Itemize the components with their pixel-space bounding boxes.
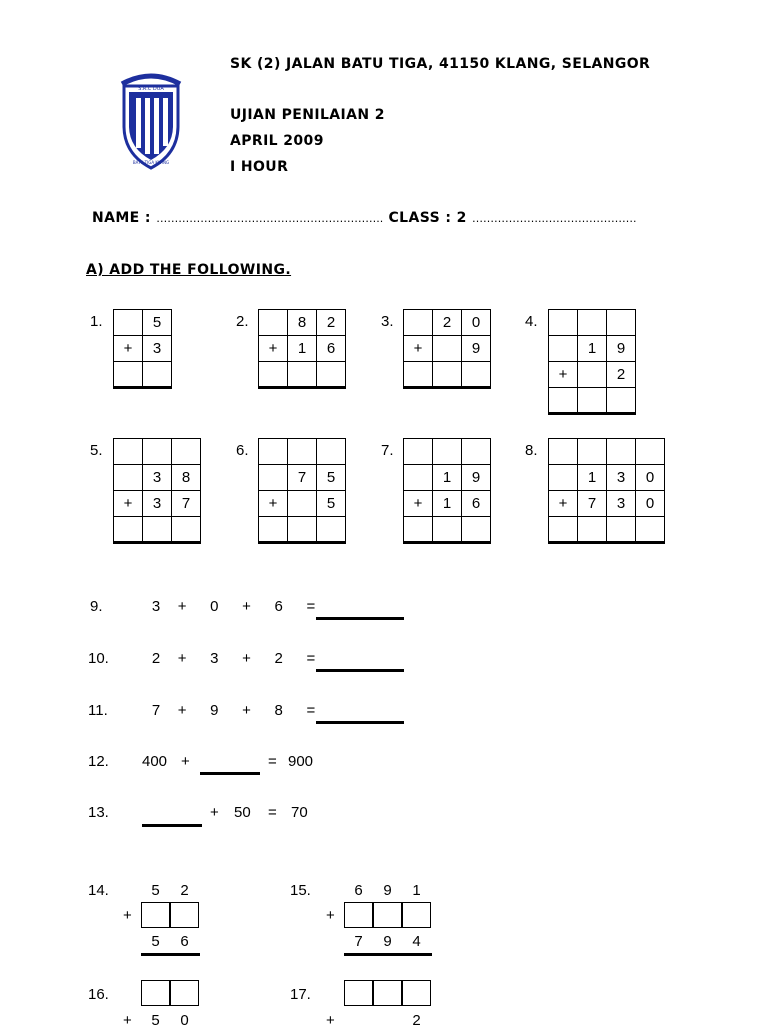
grid-cell: 9	[462, 336, 491, 362]
grid-cell: 7	[578, 491, 607, 517]
question-1-grid	[113, 309, 172, 389]
answer-box[interactable]	[344, 980, 373, 1006]
shield-icon	[120, 64, 182, 170]
q15-bottom-digit: 7	[354, 933, 363, 950]
name-class-row	[92, 210, 637, 226]
grid-cell	[259, 310, 288, 336]
q12-a: 400	[142, 753, 168, 770]
question-number: 11.	[88, 702, 108, 719]
grid-cell: 3	[143, 336, 172, 362]
grid-cell	[549, 465, 578, 491]
answer-cell[interactable]	[607, 388, 636, 414]
answer-cell[interactable]	[607, 517, 636, 543]
grid-cell: +	[404, 336, 433, 362]
question-8-grid	[548, 438, 665, 544]
answer-cell[interactable]	[114, 362, 143, 388]
grid-cell	[607, 310, 636, 336]
q14-bottom-digit: 5	[151, 933, 160, 950]
grid-cell	[114, 310, 143, 336]
grid-cell	[317, 439, 346, 465]
grid-cell	[462, 439, 491, 465]
grid-cell: 8	[288, 310, 317, 336]
answer-box[interactable]	[141, 902, 170, 928]
name-field[interactable]: ……………………………………………………..	[156, 212, 384, 225]
grid-cell: +	[114, 491, 143, 517]
grid-cell: 3	[143, 491, 172, 517]
grid-cell: 1	[578, 465, 607, 491]
answer-cell[interactable]	[636, 517, 665, 543]
answer-cell[interactable]	[259, 517, 288, 543]
answer-box[interactable]	[141, 980, 170, 1006]
section-a-title: A) ADD THE FOLLOWING.	[86, 262, 292, 278]
question-3-grid	[403, 309, 491, 389]
grid-cell: 8	[172, 465, 201, 491]
q13-equals: =	[268, 804, 277, 821]
answer-cell[interactable]	[143, 517, 172, 543]
grid-cell	[636, 439, 665, 465]
sum-line	[141, 953, 200, 956]
question-number: 2.	[236, 313, 249, 330]
grid-cell: +	[259, 491, 288, 517]
question-6-grid	[258, 438, 346, 544]
answer-box[interactable]	[170, 980, 199, 1006]
grid-cell: +	[259, 336, 288, 362]
grid-cell: 2	[433, 310, 462, 336]
answer-cell[interactable]	[317, 362, 346, 388]
answer-blank[interactable]	[316, 669, 404, 672]
question-number: 16.	[88, 986, 109, 1003]
answer-cell[interactable]	[549, 388, 578, 414]
question-number: 15.	[290, 882, 311, 899]
grid-cell	[578, 439, 607, 465]
q15-top-digit: 6	[354, 882, 363, 899]
q12-plus: +	[181, 753, 190, 770]
grid-cell	[578, 310, 607, 336]
q15-top-digit: 9	[383, 882, 392, 899]
grid-cell: 3	[607, 465, 636, 491]
grid-cell: 7	[288, 465, 317, 491]
exam-title: UJIAN PENILAIAN 2	[230, 107, 385, 123]
question-2-grid	[258, 309, 346, 389]
grid-cell: 1	[433, 465, 462, 491]
answer-blank[interactable]	[142, 824, 202, 827]
school-crest-logo	[120, 64, 182, 170]
answer-cell[interactable]	[578, 388, 607, 414]
svg-text:BATU TIGA KLANG: BATU TIGA KLANG	[132, 160, 170, 165]
q14-bottom-digit: 6	[180, 933, 189, 950]
grid-cell: 0	[462, 310, 491, 336]
q14-top-digit: 5	[151, 882, 160, 899]
question-4-grid	[548, 309, 636, 415]
grid-cell: 2	[317, 310, 346, 336]
answer-box[interactable]	[344, 902, 373, 928]
q16-digit: 0	[180, 1012, 189, 1029]
grid-cell: 0	[636, 465, 665, 491]
answer-cell[interactable]	[433, 362, 462, 388]
answer-cell[interactable]	[259, 362, 288, 388]
question-number: 9.	[90, 598, 103, 615]
question-10-expression: 2 + 3 + 2 =	[151, 650, 316, 667]
question-number: 6.	[236, 442, 249, 459]
grid-cell: 9	[462, 465, 491, 491]
answer-cell[interactable]	[317, 517, 346, 543]
grid-cell: 9	[607, 336, 636, 362]
class-label: CLASS : 2	[388, 210, 467, 226]
answer-cell[interactable]	[549, 517, 578, 543]
q17-digit: 2	[412, 1012, 421, 1029]
grid-cell: +	[549, 362, 578, 388]
grid-cell	[549, 439, 578, 465]
q12-result: 900	[288, 753, 314, 770]
question-number: 4.	[525, 313, 538, 330]
answer-cell[interactable]	[288, 517, 317, 543]
grid-cell: 5	[143, 310, 172, 336]
answer-cell[interactable]	[404, 517, 433, 543]
question-number: 3.	[381, 313, 394, 330]
grid-cell	[433, 439, 462, 465]
exam-date: APRIL 2009	[230, 133, 324, 149]
answer-box[interactable]	[373, 980, 402, 1006]
grid-cell	[288, 439, 317, 465]
q17-plus: +	[326, 1012, 335, 1029]
question-number: 1.	[90, 313, 103, 330]
answer-cell[interactable]	[462, 517, 491, 543]
q15-plus: +	[326, 907, 335, 924]
grid-cell: +	[114, 336, 143, 362]
answer-cell[interactable]	[578, 517, 607, 543]
grid-cell: 1	[433, 491, 462, 517]
grid-cell	[549, 310, 578, 336]
q13-b: 50	[234, 804, 251, 821]
question-number: 8.	[525, 442, 538, 459]
answer-blank[interactable]	[316, 721, 404, 724]
answer-box[interactable]	[402, 902, 431, 928]
question-11-expression: 7 + 9 + 8 =	[151, 702, 316, 719]
grid-cell: 3	[143, 465, 172, 491]
q15-top-digit: 1	[412, 882, 421, 899]
q16-digit: 5	[151, 1012, 160, 1029]
grid-cell	[578, 362, 607, 388]
question-number: 10.	[88, 650, 109, 667]
answer-cell[interactable]	[172, 517, 201, 543]
exam-duration: I HOUR	[230, 159, 289, 175]
question-number: 14.	[88, 882, 109, 899]
q15-bottom-digit: 9	[383, 933, 392, 950]
grid-cell: +	[404, 491, 433, 517]
grid-cell	[114, 439, 143, 465]
grid-cell: 6	[317, 336, 346, 362]
q14-top-digit: 2	[180, 882, 189, 899]
answer-cell[interactable]	[114, 517, 143, 543]
answer-box[interactable]	[402, 980, 431, 1006]
grid-cell	[607, 439, 636, 465]
answer-box[interactable]	[373, 902, 402, 928]
answer-cell[interactable]	[462, 362, 491, 388]
grid-cell	[404, 310, 433, 336]
grid-cell: 5	[317, 491, 346, 517]
grid-cell: 7	[172, 491, 201, 517]
grid-cell: +	[549, 491, 578, 517]
answer-blank[interactable]	[316, 617, 404, 620]
grid-cell	[549, 336, 578, 362]
q12-equals: =	[268, 753, 277, 770]
answer-cell[interactable]	[404, 362, 433, 388]
question-number: 7.	[381, 442, 394, 459]
question-number: 5.	[90, 442, 103, 459]
class-field[interactable]: ………………..…………………….	[472, 212, 637, 225]
grid-cell	[172, 439, 201, 465]
school-name: SK (2) JALAN BATU TIGA, 41150 KLANG, SELANGOR	[230, 56, 651, 72]
grid-cell: 3	[607, 491, 636, 517]
sum-line	[344, 953, 432, 956]
question-number: 12.	[88, 753, 109, 770]
grid-cell: 1	[578, 336, 607, 362]
grid-cell	[404, 465, 433, 491]
grid-cell: 2	[607, 362, 636, 388]
grid-cell: 6	[462, 491, 491, 517]
grid-cell	[114, 465, 143, 491]
grid-cell	[404, 439, 433, 465]
question-7-grid	[403, 438, 491, 544]
answer-cell[interactable]	[433, 517, 462, 543]
q13-result: 70	[291, 804, 308, 821]
svg-text:S.R.C DUA: S.R.C DUA	[138, 86, 164, 92]
question-number: 17.	[290, 986, 311, 1003]
q16-plus: +	[123, 1012, 132, 1029]
answer-blank[interactable]	[200, 772, 260, 775]
answer-cell[interactable]	[143, 362, 172, 388]
grid-cell	[259, 465, 288, 491]
answer-box[interactable]	[170, 902, 199, 928]
grid-cell: 0	[636, 491, 665, 517]
grid-cell	[259, 439, 288, 465]
question-number: 13.	[88, 804, 109, 821]
q15-bottom-digit: 4	[412, 933, 421, 950]
question-5-grid	[113, 438, 201, 544]
grid-cell: 1	[288, 336, 317, 362]
answer-cell[interactable]	[288, 362, 317, 388]
q13-plus: +	[210, 804, 219, 821]
grid-cell	[288, 491, 317, 517]
question-9-expression: 3 + 0 + 6 =	[151, 598, 316, 615]
grid-cell	[143, 439, 172, 465]
grid-cell	[433, 336, 462, 362]
q14-plus: +	[123, 907, 132, 924]
grid-cell: 5	[317, 465, 346, 491]
name-label: NAME :	[92, 210, 151, 226]
